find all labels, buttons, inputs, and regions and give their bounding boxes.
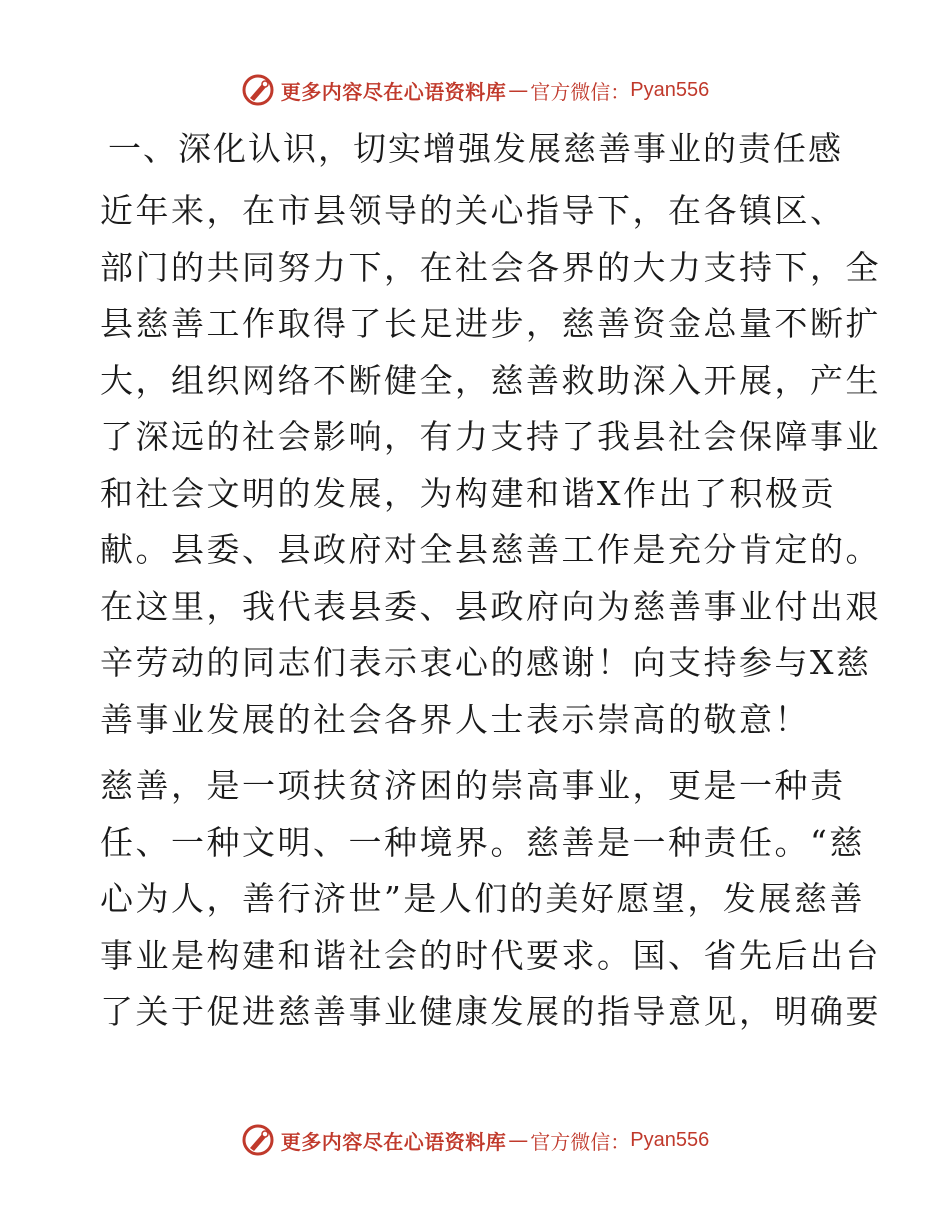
paragraph-line: 了深远的社会影响，有力支持了我县社会保障事业 xyxy=(100,417,881,456)
paragraph-line: 近年来，在市县领导的关心指导下，在各镇区、 xyxy=(100,191,846,230)
header-watermark-banner xyxy=(0,70,950,110)
paragraph-line: 事业是构建和谐社会的时代要求。国、省先后出台 xyxy=(100,935,881,975)
banner-wechat-label: 官方微信： xyxy=(530,79,631,104)
footer-watermark-banner xyxy=(0,1120,950,1160)
paragraph-line: 和社会文明的发展，为构建和谐X作出了积极贡 xyxy=(100,473,836,513)
banner-main-text: 更多内容尽在心语资料库 xyxy=(280,79,507,104)
paragraph-1 xyxy=(100,183,881,748)
banner-wechat-id: Pyan556 xyxy=(630,78,710,101)
banner-separator: — xyxy=(508,78,529,102)
paragraph-line: 任、一种文明、一种境界。慈善是一种责任。“慈 xyxy=(100,822,865,862)
paragraph-line: 善事业发展的社会各界人士表示崇高的敬意！ xyxy=(100,699,810,739)
pen-logo-icon xyxy=(241,73,275,107)
banner-wechat-id: Pyan556 xyxy=(630,1128,710,1151)
section-heading: 一、深化认识，切实增强发展慈善事业的责任感 xyxy=(108,129,843,168)
paragraph-line: 献。县委、县政府对全县慈善工作是充分肯定的。 xyxy=(100,530,881,569)
paragraph-2 xyxy=(100,758,881,1041)
paragraph-line: 了关于促进慈善事业健康发展的指导意见，明确要 xyxy=(100,992,881,1031)
pen-logo-icon xyxy=(241,1123,275,1157)
banner-main-text: 更多内容尽在心语资料库 xyxy=(280,1129,507,1154)
paragraph-line: 在这里，我代表县委、县政府向为慈善事业付出艰 xyxy=(100,586,881,626)
paragraph-line: 县慈善工作取得了长足进步，慈善资金总量不断扩 xyxy=(100,304,881,343)
banner-separator: — xyxy=(508,1128,529,1152)
paragraph-line: 慈善，是一项扶贫济困的崇高事业，更是一种责 xyxy=(100,766,846,805)
banner-wechat-label: 官方微信： xyxy=(530,1129,631,1154)
paragraph-line: 辛劳动的同志们表示衷心的感谢！向支持参与X慈 xyxy=(100,643,872,682)
document-body xyxy=(100,125,881,1051)
paragraph-line: 心为人，善行济世”是人们的美好愿望，发展慈善 xyxy=(100,879,865,918)
paragraph-line: 大，组织网络不断健全，慈善救助深入开展，产生 xyxy=(100,360,881,400)
paragraph-line: 部门的共同努力下，在社会各界的大力支持下，全 xyxy=(100,247,881,287)
